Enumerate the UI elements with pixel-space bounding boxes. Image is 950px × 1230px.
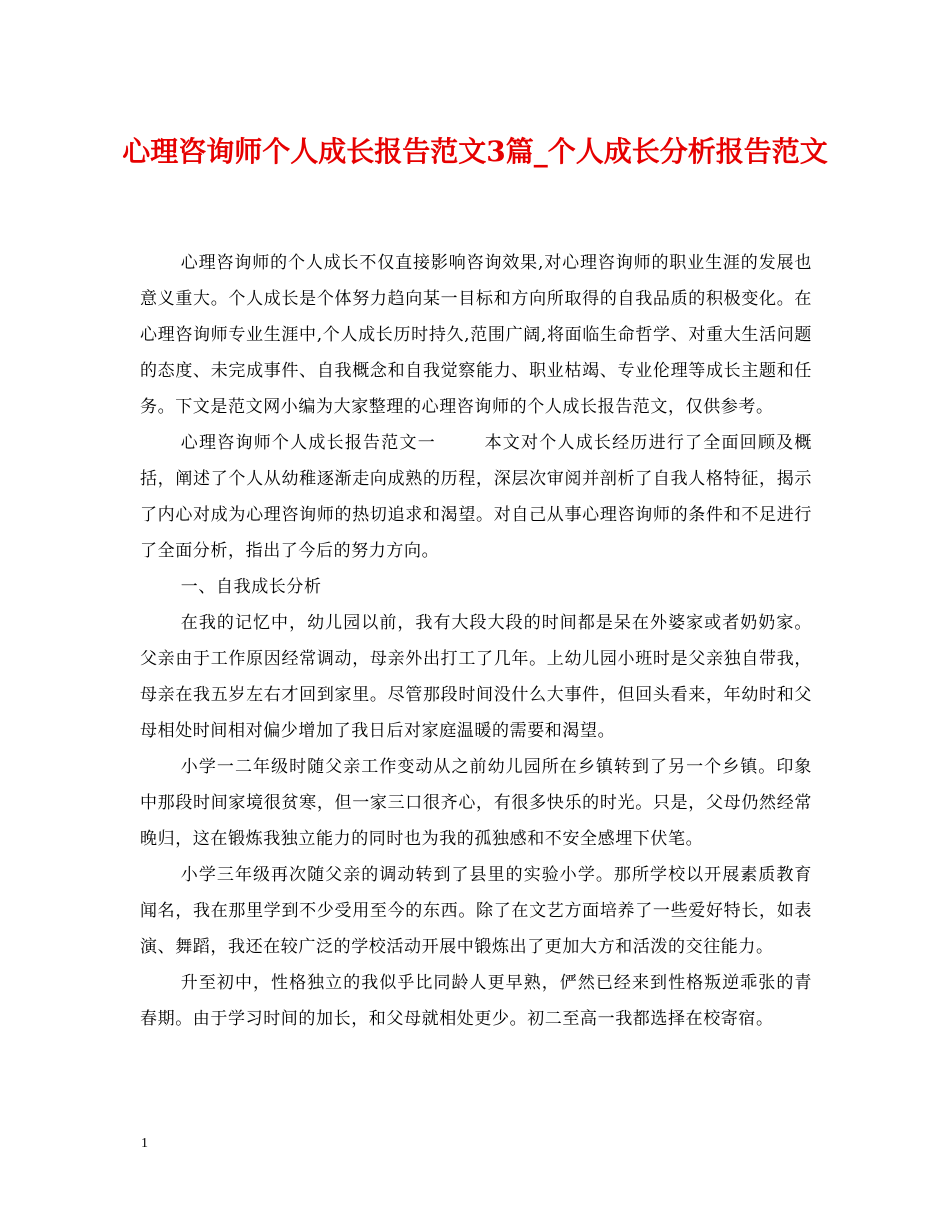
document-body: [140, 245, 812, 1037]
section-heading: 心理咨询师个人成长报告范文一: [180, 433, 436, 453]
page-number: 1: [141, 1136, 148, 1151]
paragraph-primary-third: 小学三年级再次随父亲的调动转到了县里的实验小学。那所学校以开展素质教育闻名，我在那里学到不少受用至今的东西。除了在文艺方面培养了一些爱好特长，如表演、舞蹈，我还在较广泛的学校活动开展中锻炼出了更加大方和活泼的交往能力。: [140, 865, 812, 957]
document-title: 心理咨询师个人成长报告范文3篇_个人成长分析报告范文: [122, 135, 828, 168]
paragraph-intro: 心理咨询师的个人成长不仅直接影响咨询效果,对心理咨询师的职业生涯的发展也意义重大。个人成长是个体努力趋向某一目标和方向所取得的自我品质的积极变化。在心理咨询师专业生涯中,个人成长历时持久,范围广阔,将面临生命哲学、对重大生活问题的态度、未完成事件、自我概念和自我觉察能力、职业枯竭、专业伦理等成长主题和任务。下文是范文网小编为大家整理的心理咨询师的个人成长报告范文，仅供参考。: [140, 253, 812, 417]
paragraph-section-one: [140, 425, 812, 569]
paragraph-primary-early: 小学一二年级时随父亲工作变动从之前幼儿园所在乡镇转到了另一个乡镇。印象中那段时间家境很贫寒，但一家三口很齐心，有很多快乐的时光。只是，父母仍然经常晚归，这在锻炼我独立能力的同时也为我的孤独感和不安全感埋下伏笔。: [140, 757, 812, 849]
subheading-self-growth: 一、自我成长分析: [180, 577, 322, 597]
section-summary: 本文对个人成长经历进行了全面回顾及概括，阐述了个人从幼稚逐渐走向成熟的历程，深层次审阅并剖析了自我人格特征，揭示了内心对成为心理咨询师的热切追求和渴望。对自己从事心理咨询师的条件和不足进行了全面分析，指出了今后的努力方向。: [140, 433, 812, 561]
paragraph-childhood: 在我的记忆中，幼儿园以前，我有大段大段的时间都是呆在外婆家或者奶奶家。父亲由于工作原因经常调动，母亲外出打工了几年。上幼儿园小班时是父亲独自带我，母亲在我五岁左右才回到家里。尽管那段时间没什么大事件，但回头看来，年幼时和父母相处时间相对偏少增加了我日后对家庭温暖的需要和渴望。: [140, 613, 812, 741]
paragraph-middle-school: 升至初中，性格独立的我似乎比同龄人更早熟，俨然已经来到性格叛逆乖张的青春期。由于学习时间的加长，和父母就相处更少。初二至高一我都选择在校寄宿。: [140, 973, 812, 1029]
